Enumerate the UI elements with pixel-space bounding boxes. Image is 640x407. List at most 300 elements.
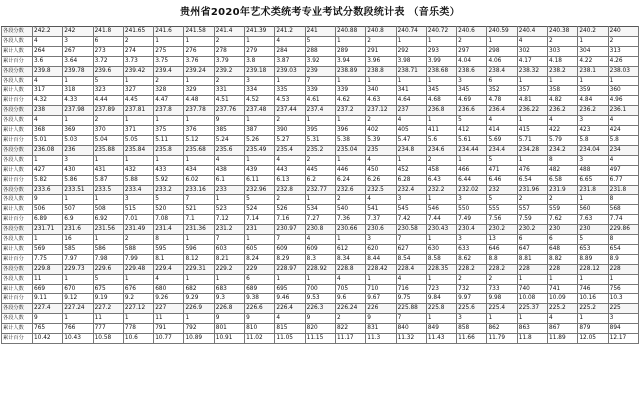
table-cell-percent: 11.32 [396,334,426,344]
table-cell-score: 228.2 [487,264,517,274]
table-cell-percent: 4.82 [548,96,578,106]
table-cell-percent: 9.12 [63,294,93,304]
row-label-percent: 累计百分 [2,254,33,264]
table-cell-cumulative: 396 [335,126,365,136]
table-cell-score: 241.39 [245,27,275,37]
table-cell-score: 239.03 [275,66,305,76]
table-cell-score: 237.2 [335,106,365,116]
table-cell-count: 7 [396,235,426,245]
table-cell-count: 5 [305,36,335,46]
table-cell-count: 1 [123,274,153,284]
table-cell-score: 235.88 [93,145,123,155]
table-cell-score: 239.8 [33,66,63,76]
table-cell-score: 230.43 [426,225,456,235]
table-cell-score: 229.48 [123,264,153,274]
table-cell-count: 4 [275,155,305,165]
table-cell-count: 9 [33,314,63,324]
table-row-score [2,264,639,274]
table-cell-cumulative: 341 [396,86,426,96]
table-cell-percent: 3.8 [245,56,275,66]
table-cell-percent: 5.8 [578,135,608,145]
table-cell-cumulative: 339 [335,86,365,96]
table-cell-score: 230.2 [487,225,517,235]
table-cell-score: 239.6 [93,66,123,76]
table-cell-cumulative: 273 [93,46,123,56]
table-cell-cumulative: 675 [93,284,123,294]
table-cell-cumulative: 284 [275,46,305,56]
table-cell-score: 237.81 [123,106,153,116]
table-cell-cumulative: 560 [578,205,608,215]
row-label-percent: 累计百分 [2,334,33,344]
table-cell-count: 1 [63,274,93,284]
table-cell-percent: 8.21 [214,254,244,264]
table-cell-percent: 9.6 [335,294,365,304]
table-cell-cumulative: 405 [396,126,426,136]
table-cell-cumulative: 387 [245,126,275,136]
table-cell-percent: 5.27 [275,135,305,145]
table-cell-percent: 4.17 [517,56,547,66]
table-cell-cumulative: 710 [366,284,396,294]
table-cell-count: 8 [608,235,638,245]
table-cell-count: 6 [487,76,517,86]
table-cell-percent: 8.58 [426,254,456,264]
table-cell-cumulative: 596 [184,244,214,254]
table-cell-score: 228.8 [335,264,365,274]
table-cell-count: 4 [305,235,335,245]
table-cell-score: 238.6 [457,66,487,76]
table-cell-count: 4 [548,116,578,126]
table-cell-count: 4 [608,155,638,165]
table-cell-percent: 6.13 [275,175,305,185]
table-cell-percent: 11.66 [457,334,487,344]
table-cell-cumulative: 339 [305,86,335,96]
table-cell-score: 229.8 [33,264,63,274]
table-cell-count: 1 [245,235,275,245]
table-cell-cumulative: 452 [396,165,426,175]
table-cell-cumulative: 520 [154,205,184,215]
table-cell-score: 231.96 [517,185,547,195]
table-cell-count: 1 [305,195,335,205]
table-cell-score: 241.8 [93,27,123,37]
table-cell-score: 238.1 [578,66,608,76]
table-cell-cumulative: 264 [33,46,63,56]
table-cell-score: 238 [33,106,63,116]
table-cell-percent: 4.53 [275,96,305,106]
table-cell-count: 5 [93,76,123,86]
table-cell-count: 5 [93,274,123,284]
table-cell-count: 1 [154,36,184,46]
table-cell-cumulative: 368 [33,126,63,136]
table-cell-score: 230 [548,225,578,235]
table-cell-percent: 4.06 [487,56,517,66]
table-cell-percent: 9.26 [154,294,184,304]
table-cell-score: 237.76 [214,106,244,116]
table-cell-score: 236.2 [548,106,578,116]
row-label-count: 各段人数 [2,116,33,126]
table-cell-count: 3 [245,76,275,86]
table-row-count [2,314,639,324]
table-cell-percent: 5.92 [154,175,184,185]
table-cell-cumulative: 627 [396,244,426,254]
row-label-percent: 累计百分 [2,294,33,304]
table-cell-count: 1 [214,195,244,205]
table-cell-count: 1 [63,116,93,126]
table-row-cumulative [2,205,639,215]
table-row-percent [2,254,639,264]
table-row-percent [2,334,639,344]
table-cell-score: 237.44 [275,106,305,116]
table-cell-count: 1 [426,116,456,126]
table-cell-cumulative: 267 [63,46,93,56]
table-cell-percent: 7.74 [608,215,638,225]
table-cell-cumulative: 867 [548,324,578,334]
table-cell-cumulative: 508 [93,205,123,215]
table-cell-percent: 3.96 [366,56,396,66]
table-cell-count: 2 [487,274,517,284]
table-cell-cumulative: 446 [335,165,365,175]
table-cell-score: 233.4 [123,185,153,195]
table-cell-score: 228.92 [305,264,335,274]
table-cell-count: 1 [517,155,547,165]
row-label-score: 各段分数 [2,225,33,235]
table-cell-percent: 10.89 [184,334,214,344]
table-cell-cumulative: 278 [214,46,244,56]
table-cell-cumulative: 335 [275,86,305,96]
table-cell-count: 4 [366,195,396,205]
table-cell-percent: 5.86 [63,175,93,185]
table-cell-cumulative: 302 [517,46,547,56]
table-cell-percent: 5.61 [457,135,487,145]
table-cell-cumulative: 879 [578,324,608,334]
table-cell-cumulative: 352 [487,86,517,96]
table-cell-score: 225.37 [517,304,547,314]
table-cell-percent: 6.2 [305,175,335,185]
table-cell-percent: 3.94 [335,56,365,66]
table-cell-cumulative: 609 [275,244,305,254]
table-cell-cumulative: 723 [426,284,456,294]
table-cell-cumulative: 894 [608,324,638,334]
table-cell-score: 240.88 [335,27,365,37]
table-cell-percent: 8.12 [184,254,214,264]
table-cell-percent: 11.8 [517,334,547,344]
table-cell-percent: 7.49 [457,215,487,225]
table-cell-percent: 5.04 [93,135,123,145]
table-cell-cumulative: 402 [366,126,396,136]
table-cell-percent: 3.73 [123,56,153,66]
table-cell-score: 225.4 [487,304,517,314]
table-cell-score: 226.24 [335,304,365,314]
table-cell-cumulative: 506 [33,205,63,215]
table-cell-cumulative: 695 [275,284,305,294]
table-cell-score: 234.28 [517,145,547,155]
table-cell-cumulative: 390 [275,126,305,136]
table-cell-percent: 10.77 [154,334,184,344]
table-cell-score: 229.2 [214,264,244,274]
table-cell-percent: 3.79 [214,56,244,66]
table-cell-cumulative: 414 [487,126,517,136]
table-cell-cumulative: 340 [366,86,396,96]
table-cell-cumulative: 778 [123,324,153,334]
table-cell-cumulative: 427 [33,165,63,175]
table-cell-cumulative: 756 [608,284,638,294]
table-cell-score: 239.78 [63,66,93,76]
table-cell-score: 231.6 [63,225,93,235]
table-cell-cumulative: 741 [548,284,578,294]
table-cell-cumulative: 476 [517,165,547,175]
table-cell-cumulative: 820 [305,324,335,334]
table-cell-cumulative: 412 [457,126,487,136]
table-cell-percent: 11.02 [245,334,275,344]
table-cell-score: 234.6 [426,145,456,155]
table-cell-count: 11 [93,314,123,324]
table-cell-count: 2 [548,36,578,46]
table-cell-count: 3 [63,36,93,46]
table-cell-cumulative: 612 [335,244,365,254]
table-cell-percent: 7.62 [548,215,578,225]
table-cell-cumulative: 858 [457,324,487,334]
table-cell-percent: 5.39 [366,135,396,145]
table-cell-count: 7 [275,235,305,245]
table-cell-count: 2 [123,235,153,245]
table-cell-count: 1 [517,274,547,284]
table-cell-cumulative: 360 [608,86,638,96]
table-cell-cumulative: 683 [214,284,244,294]
table-cell-percent: 6.28 [396,175,426,185]
table-cell-cumulative: 555 [487,205,517,215]
table-cell-percent: 4.26 [608,56,638,66]
table-cell-score: 226.4 [275,304,305,314]
table-cell-cumulative: 288 [305,46,335,56]
table-cell-percent: 5.26 [245,135,275,145]
table-cell-score: 228.35 [426,264,456,274]
table-cell-score: 241.4 [214,27,244,37]
table-row-cumulative [2,46,639,56]
table-cell-count: 1 [426,36,456,46]
row-label-cumulative: 累计人数 [2,86,33,96]
table-cell-count: 1 [184,76,214,86]
table-cell-count: 1 [517,116,547,126]
table-cell-score: 242 [63,27,93,37]
table-cell-count: 2 [608,36,638,46]
table-cell-percent: 5.03 [63,135,93,145]
table-row-percent [2,294,639,304]
table-cell-percent: 5.8 [608,135,638,145]
table-cell-percent: 5.01 [33,135,63,145]
table-cell-count: 1 [426,76,456,86]
table-row-cumulative [2,284,639,294]
table-cell-percent: 11.3 [366,334,396,344]
table-cell-score: 233.16 [184,185,214,195]
table-cell-score: 233.2 [154,185,184,195]
table-cell-count: 1 [214,274,244,284]
table-cell-count: 2 [305,155,335,165]
table-cell-percent: 5.88 [123,175,153,185]
table-cell-percent: 7.12 [214,215,244,225]
table-cell-cumulative: 568 [608,205,638,215]
table-cell-cumulative: 291 [366,46,396,56]
table-cell-score: 225 [608,304,638,314]
table-cell-count: 8 [154,235,184,245]
table-cell-count: 2 [154,76,184,86]
table-cell-percent: 5.31 [305,135,335,145]
table-cell-count: 1 [335,116,365,126]
table-cell-cumulative: 385 [214,126,244,136]
table-cell-score: 227.24 [63,304,93,314]
table-cell-score: 239.42 [123,66,153,76]
table-cell-score: 238.71 [396,66,426,76]
table-cell-percent: 10.08 [517,294,547,304]
table-cell-count: 9 [305,314,335,324]
table-cell-count: 4 [33,36,63,46]
table-cell-cumulative: 329 [184,86,214,96]
table-cell-percent: 4.47 [154,96,184,106]
row-label-cumulative: 累计人数 [2,126,33,136]
table-cell-count: 1 [305,274,335,284]
table-cell-count: 1 [426,274,456,284]
table-cell-cumulative: 466 [457,165,487,175]
table-cell-count: 1 [578,36,608,46]
table-cell-score: 236.2 [578,106,608,116]
table-cell-percent: 9.2 [123,294,153,304]
table-cell-cumulative: 430 [63,165,93,175]
row-label-score: 各段分数 [2,106,33,116]
table-cell-count: 4 [335,274,365,284]
table-cell-count: 1 [245,36,275,46]
table-cell-cumulative: 507 [63,205,93,215]
table-cell-percent: 3.75 [154,56,184,66]
table-cell-percent: 10.09 [548,294,578,304]
table-cell-percent: 7.97 [63,254,93,264]
table-cell-count: 1 [426,235,456,245]
table-cell-score: 227.2 [93,304,123,314]
table-cell-score: 229.31 [184,264,214,274]
row-label-percent: 累计百分 [2,135,33,145]
table-row-percent [2,56,639,66]
table-cell-percent: 5.69 [487,135,517,145]
table-cell-score: 236.8 [426,106,456,116]
table-cell-count: 11 [33,274,63,284]
table-cell-score: 229.86 [608,225,638,235]
table-cell-count: 1 [426,314,456,324]
table-cell-cumulative: 746 [578,284,608,294]
table-cell-score: 229.6 [93,264,123,274]
table-cell-percent: 5.11 [154,135,184,145]
table-cell-percent: 12.05 [578,334,608,344]
table-cell-count: 4 [214,155,244,165]
table-cell-score: 237.8 [154,106,184,116]
table-cell-score: 231.4 [154,225,184,235]
table-cell-percent: 4.64 [396,96,426,106]
table-cell-count: 1 [184,36,214,46]
table-cell-percent: 8.82 [548,254,578,264]
table-cell-percent: 3.99 [426,56,456,66]
table-row-score [2,185,639,195]
table-cell-percent: 4.51 [214,96,244,106]
table-cell-cumulative: 423 [578,126,608,136]
table-cell-percent: 5.47 [396,135,426,145]
table-cell-count: 5 [487,195,517,205]
table-row-percent [2,135,639,145]
table-cell-count: 9 [214,314,244,324]
table-cell-percent: 8.8 [487,254,517,264]
table-row-score [2,225,639,235]
table-cell-percent: 9.38 [245,294,275,304]
table-cell-cumulative: 716 [396,284,426,294]
row-label-score: 各段分数 [2,185,33,195]
table-cell-count: 1 [123,116,153,126]
table-cell-score: 237.78 [184,106,214,116]
table-row-count [2,155,639,165]
table-cell-cumulative: 801 [214,324,244,334]
table-cell-percent: 9.29 [184,294,214,304]
table-cell-cumulative: 646 [487,244,517,254]
table-cell-count: 1 [548,274,578,284]
table-cell-cumulative: 297 [457,46,487,56]
table-cell-percent: 11.15 [305,334,335,344]
table-cell-cumulative: 831 [366,324,396,334]
table-cell-percent: 6.44 [457,175,487,185]
table-cell-percent: 8.54 [396,254,426,264]
table-cell-count: 1 [305,116,335,126]
table-cell-count: 3 [578,155,608,165]
table-cell-cumulative: 357 [517,86,547,96]
table-cell-score: 225.2 [548,304,578,314]
table-cell-count: 1 [184,314,214,324]
table-cell-score: 235.2 [305,145,335,155]
table-cell-score: 225.6 [457,304,487,314]
table-cell-score: 234.2 [548,145,578,155]
table-cell-score: 231 [245,225,275,235]
table-cell-count: 3 [396,195,426,205]
table-cell-count: 2 [123,36,153,46]
table-cell-cumulative: 541 [366,205,396,215]
table-cell-count: 1 [63,195,93,205]
table-cell-score: 240.72 [426,27,456,37]
table-cell-count: 4 [366,155,396,165]
table-cell-cumulative: 371 [123,126,153,136]
table-cell-percent: 9.19 [93,294,123,304]
table-cell-score: 228.97 [275,264,305,274]
table-cell-score: 231.36 [184,225,214,235]
table-cell-score: 230.97 [275,225,305,235]
table-cell-cumulative: 415 [517,126,547,136]
table-cell-cumulative: 422 [548,126,578,136]
table-cell-count: 2 [517,195,547,205]
table-cell-percent: 10.58 [93,334,123,344]
table-cell-percent: 4.45 [123,96,153,106]
table-cell-cumulative: 540 [335,205,365,215]
table-cell-percent: 4.84 [578,96,608,106]
table-cell-count: 1 [335,155,365,165]
table-cell-score: 230.6 [366,225,396,235]
table-cell-score: 233 [214,185,244,195]
table-cell-score: 241.2 [275,27,305,37]
table-cell-cumulative: 680 [154,284,184,294]
table-cell-percent: 6.58 [548,175,578,185]
table-cell-cumulative: 439 [245,165,275,175]
table-cell-score: 232.6 [335,185,365,195]
table-row-score [2,27,639,37]
table-cell-cumulative: 534 [305,205,335,215]
table-cell-score: 241.65 [123,27,153,37]
table-cell-count: 3 [608,314,638,324]
table-cell-percent: 9.75 [396,294,426,304]
table-cell-count: 2 [426,155,456,165]
table-cell-percent: 6.65 [578,175,608,185]
table-cell-cumulative: 328 [154,86,184,96]
table-cell-cumulative: 482 [548,165,578,175]
table-cell-percent: 10.43 [63,334,93,344]
